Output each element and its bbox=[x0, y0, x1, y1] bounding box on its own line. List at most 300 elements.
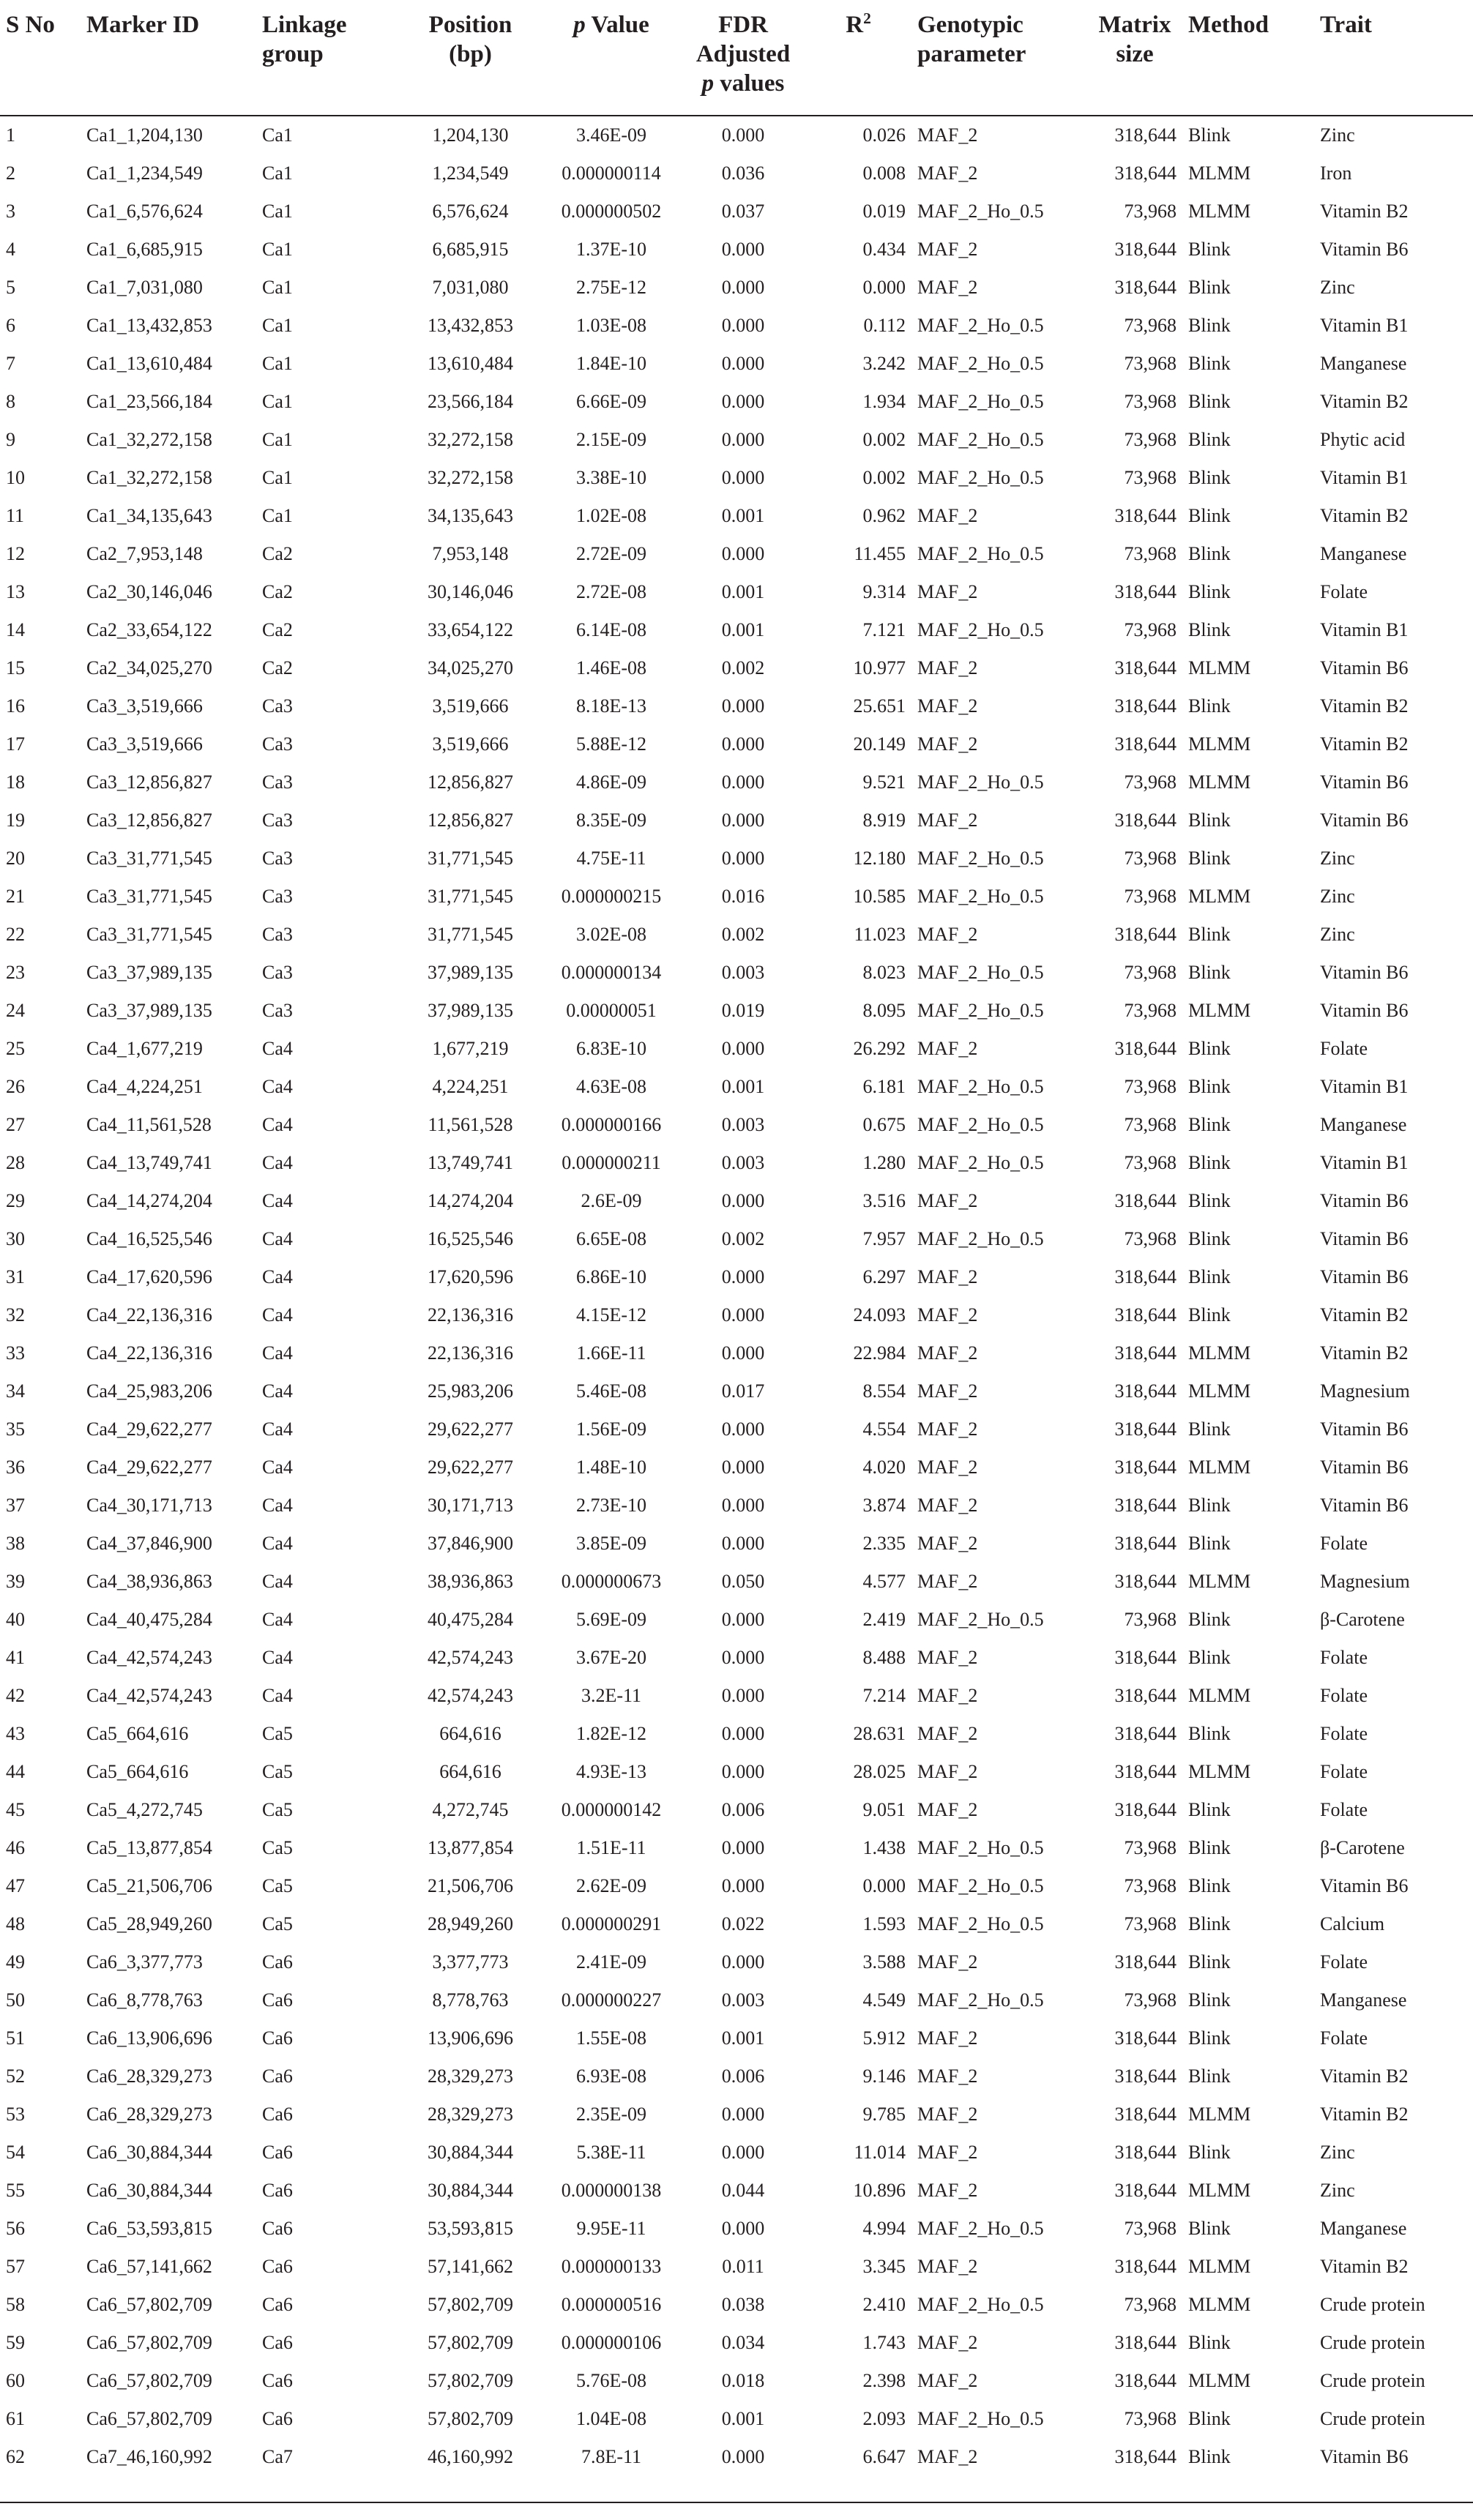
cell-marker-id: Ca6_30,884,344 bbox=[86, 2180, 212, 2201]
cell-fdr: 0.000 bbox=[721, 1723, 765, 1744]
cell-fdr: 0.000 bbox=[721, 733, 765, 755]
cell-sno: 2 bbox=[6, 162, 15, 184]
table-row bbox=[0, 840, 1473, 878]
cell-p-value: 1.82E-12 bbox=[575, 1723, 647, 1744]
header-matrix-line2: size bbox=[1116, 41, 1154, 67]
cell-p-value: 7.8E-11 bbox=[581, 2446, 642, 2467]
cell-genotypic-parameter: MAF_2 bbox=[917, 505, 978, 526]
cell-method: MLMM bbox=[1188, 2294, 1251, 2315]
cell-matrix-size: 318,644 bbox=[1114, 1571, 1176, 1592]
cell-r-squared: 4.554 bbox=[862, 1418, 906, 1440]
cell-matrix-size: 318,644 bbox=[1114, 2256, 1176, 2277]
cell-fdr: 0.018 bbox=[721, 2370, 765, 2391]
table-row bbox=[0, 2095, 1473, 2134]
cell-p-value: 4.93E-13 bbox=[575, 1761, 647, 1782]
cell-linkage-group: Ca6 bbox=[262, 2104, 293, 2125]
cell-matrix-size: 318,644 bbox=[1114, 657, 1176, 678]
table-row bbox=[0, 1487, 1473, 1525]
table-row bbox=[0, 992, 1473, 1030]
cell-p-value: 8.18E-13 bbox=[575, 695, 647, 717]
table-row bbox=[0, 649, 1473, 687]
cell-genotypic-parameter: MAF_2 bbox=[917, 1723, 978, 1744]
cell-trait: Zinc bbox=[1320, 124, 1355, 146]
cell-method: Blink bbox=[1188, 543, 1231, 564]
cell-r-squared: 22.984 bbox=[853, 1342, 906, 1364]
cell-fdr: 0.000 bbox=[721, 1609, 765, 1630]
cell-p-value: 9.95E-11 bbox=[576, 2218, 646, 2239]
table-row bbox=[0, 383, 1473, 421]
cell-trait: Zinc bbox=[1320, 886, 1355, 907]
cell-linkage-group: Ca6 bbox=[262, 2180, 293, 2201]
header-position-line2: (bp) bbox=[449, 41, 492, 67]
cell-method: MLMM bbox=[1188, 2370, 1251, 2391]
cell-sno: 28 bbox=[6, 1152, 25, 1173]
cell-marker-id: Ca7_46,160,992 bbox=[86, 2446, 212, 2467]
cell-p-value: 0.000000673 bbox=[561, 1571, 662, 1592]
cell-matrix-size: 318,644 bbox=[1114, 1647, 1176, 1668]
cell-fdr: 0.000 bbox=[721, 1761, 765, 1782]
cell-r-squared: 4.549 bbox=[862, 1989, 906, 2011]
cell-sno: 35 bbox=[6, 1418, 25, 1440]
cell-trait: Folate bbox=[1320, 581, 1368, 602]
cell-marker-id: Ca2_34,025,270 bbox=[86, 657, 212, 678]
cell-linkage-group: Ca1 bbox=[262, 353, 293, 374]
cell-method: Blink bbox=[1188, 619, 1231, 640]
cell-p-value: 0.000000215 bbox=[561, 886, 662, 907]
cell-sno: 29 bbox=[6, 1190, 25, 1211]
table-row bbox=[0, 2400, 1473, 2438]
cell-p-value: 6.93E-08 bbox=[575, 2065, 647, 2087]
cell-fdr: 0.002 bbox=[721, 657, 765, 678]
header-position-line1: Position bbox=[428, 12, 512, 38]
cell-trait: Manganese bbox=[1320, 543, 1407, 564]
cell-trait: Folate bbox=[1320, 1799, 1368, 1820]
table-row bbox=[0, 1525, 1473, 1563]
table-row bbox=[0, 2362, 1473, 2400]
cell-matrix-size: 318,644 bbox=[1114, 1266, 1176, 1287]
cell-p-value: 0.00000051 bbox=[566, 1000, 657, 1021]
table-row bbox=[0, 2134, 1473, 2172]
cell-fdr: 0.001 bbox=[721, 505, 765, 526]
cell-genotypic-parameter: MAF_2 bbox=[917, 1266, 978, 1287]
cell-position: 664,616 bbox=[439, 1723, 501, 1744]
cell-position: 17,620,596 bbox=[428, 1266, 513, 1287]
cell-trait: Vitamin B2 bbox=[1320, 505, 1409, 526]
cell-method: MLMM bbox=[1188, 886, 1251, 907]
cell-position: 57,141,662 bbox=[428, 2256, 513, 2277]
cell-sno: 10 bbox=[6, 467, 25, 488]
cell-genotypic-parameter: MAF_2 bbox=[917, 695, 978, 717]
header-trait bbox=[1314, 0, 1473, 116]
cell-sno: 42 bbox=[6, 1685, 25, 1706]
cell-trait: Vitamin B1 bbox=[1320, 467, 1409, 488]
cell-linkage-group: Ca1 bbox=[262, 201, 293, 222]
cell-trait: Vitamin B1 bbox=[1320, 1076, 1409, 1097]
cell-matrix-size: 318,644 bbox=[1114, 2142, 1176, 2163]
cell-marker-id: Ca6_30,884,344 bbox=[86, 2142, 212, 2163]
cell-r-squared: 7.957 bbox=[862, 1228, 906, 1249]
table-row bbox=[0, 763, 1473, 801]
cell-genotypic-parameter: MAF_2_Ho_0.5 bbox=[917, 1076, 1044, 1097]
cell-sno: 48 bbox=[6, 1913, 25, 1934]
cell-marker-id: Ca4_40,475,284 bbox=[86, 1609, 212, 1630]
cell-r-squared: 0.962 bbox=[862, 505, 906, 526]
cell-p-value: 1.84E-10 bbox=[575, 353, 647, 374]
cell-matrix-size: 318,644 bbox=[1114, 505, 1176, 526]
cell-sno: 4 bbox=[6, 239, 15, 260]
cell-genotypic-parameter: MAF_2 bbox=[917, 2446, 978, 2467]
cell-sno: 37 bbox=[6, 1495, 25, 1516]
cell-fdr: 0.002 bbox=[721, 924, 765, 945]
cell-matrix-size: 73,968 bbox=[1124, 619, 1176, 640]
cell-genotypic-parameter: MAF_2 bbox=[917, 2142, 978, 2163]
cell-genotypic-parameter: MAF_2 bbox=[917, 1380, 978, 1402]
cell-marker-id: Ca3_31,771,545 bbox=[86, 848, 212, 869]
table-row bbox=[0, 1182, 1473, 1220]
cell-fdr: 0.037 bbox=[721, 201, 765, 222]
cell-genotypic-parameter: MAF_2 bbox=[917, 162, 978, 184]
cell-trait: Vitamin B2 bbox=[1320, 2065, 1409, 2087]
cell-marker-id: Ca1_32,272,158 bbox=[86, 429, 212, 450]
cell-linkage-group: Ca2 bbox=[262, 657, 293, 678]
cell-sno: 3 bbox=[6, 201, 15, 222]
cell-linkage-group: Ca1 bbox=[262, 124, 293, 146]
cell-r-squared: 12.180 bbox=[853, 848, 906, 869]
cell-matrix-size: 73,968 bbox=[1124, 1609, 1176, 1630]
cell-sno: 11 bbox=[6, 505, 25, 526]
header-p-italic: p bbox=[573, 12, 586, 38]
cell-trait: Zinc bbox=[1320, 2180, 1355, 2201]
cell-matrix-size: 318,644 bbox=[1114, 124, 1176, 146]
cell-r-squared: 9.521 bbox=[862, 771, 906, 793]
cell-marker-id: Ca4_17,620,596 bbox=[86, 1266, 212, 1287]
cell-position: 6,685,915 bbox=[432, 239, 509, 260]
cell-p-value: 3.02E-08 bbox=[575, 924, 647, 945]
cell-method: Blink bbox=[1188, 1228, 1231, 1249]
cell-marker-id: Ca4_29,622,277 bbox=[86, 1457, 212, 1478]
cell-trait: β-Carotene bbox=[1320, 1609, 1405, 1630]
cell-trait: Vitamin B2 bbox=[1320, 1304, 1409, 1326]
cell-fdr: 0.000 bbox=[721, 1951, 765, 1973]
cell-method: MLMM bbox=[1188, 1380, 1251, 1402]
cell-sno: 20 bbox=[6, 848, 25, 869]
cell-trait: Manganese bbox=[1320, 2218, 1407, 2239]
cell-sno: 45 bbox=[6, 1799, 25, 1820]
cell-genotypic-parameter: MAF_2 bbox=[917, 1418, 978, 1440]
cell-method: Blink bbox=[1188, 2332, 1231, 2353]
header-linkage-line2: group bbox=[262, 41, 324, 67]
cell-matrix-size: 318,644 bbox=[1114, 2104, 1176, 2125]
cell-p-value: 5.76E-08 bbox=[575, 2370, 647, 2391]
cell-sno: 21 bbox=[6, 886, 25, 907]
cell-position: 28,329,273 bbox=[428, 2065, 513, 2087]
cell-matrix-size: 73,968 bbox=[1124, 543, 1176, 564]
cell-trait: Folate bbox=[1320, 1951, 1368, 1973]
cell-genotypic-parameter: MAF_2 bbox=[917, 1038, 978, 1059]
cell-matrix-size: 318,644 bbox=[1114, 1495, 1176, 1516]
cell-p-value: 3.2E-11 bbox=[581, 1685, 642, 1706]
cell-trait: Vitamin B6 bbox=[1320, 771, 1409, 793]
cell-p-value: 1.51E-11 bbox=[576, 1837, 646, 1858]
cell-genotypic-parameter: MAF_2 bbox=[917, 733, 978, 755]
cell-position: 22,136,316 bbox=[428, 1342, 513, 1364]
cell-fdr: 0.001 bbox=[721, 1076, 765, 1097]
table-row bbox=[0, 421, 1473, 459]
cell-p-value: 6.86E-10 bbox=[575, 1266, 647, 1287]
cell-linkage-group: Ca3 bbox=[262, 1000, 293, 1021]
cell-marker-id: Ca6_3,377,773 bbox=[86, 1951, 203, 1973]
cell-trait: Folate bbox=[1320, 2027, 1368, 2049]
cell-marker-id: Ca2_33,654,122 bbox=[86, 619, 212, 640]
cell-matrix-size: 73,968 bbox=[1124, 1152, 1176, 1173]
cell-genotypic-parameter: MAF_2_Ho_0.5 bbox=[917, 1152, 1044, 1173]
cell-method: Blink bbox=[1188, 1723, 1231, 1744]
cell-position: 6,576,624 bbox=[432, 201, 509, 222]
cell-trait: Folate bbox=[1320, 1038, 1368, 1059]
table-row bbox=[0, 2438, 1473, 2476]
cell-method: Blink bbox=[1188, 239, 1231, 260]
table-header bbox=[0, 0, 1473, 116]
cell-position: 40,475,284 bbox=[428, 1609, 513, 1630]
cell-position: 30,884,344 bbox=[428, 2180, 513, 2201]
cell-matrix-size: 73,968 bbox=[1124, 201, 1176, 222]
cell-position: 7,031,080 bbox=[432, 277, 509, 298]
cell-p-value: 0.000000291 bbox=[561, 1913, 662, 1934]
table-row bbox=[0, 1296, 1473, 1334]
table-row bbox=[0, 1905, 1473, 1943]
cell-genotypic-parameter: MAF_2 bbox=[917, 1799, 978, 1820]
cell-position: 30,171,713 bbox=[428, 1495, 513, 1516]
cell-r-squared: 8.023 bbox=[862, 962, 906, 983]
cell-p-value: 1.66E-11 bbox=[576, 1342, 646, 1364]
header-marker-id bbox=[81, 0, 256, 116]
cell-marker-id: Ca1_32,272,158 bbox=[86, 467, 212, 488]
cell-p-value: 5.46E-08 bbox=[575, 1380, 647, 1402]
cell-trait: Crude protein bbox=[1320, 2294, 1425, 2315]
cell-genotypic-parameter: MAF_2 bbox=[917, 2256, 978, 2277]
cell-fdr: 0.000 bbox=[721, 467, 765, 488]
cell-marker-id: Ca4_30,171,713 bbox=[86, 1495, 212, 1516]
cell-position: 1,677,219 bbox=[432, 1038, 509, 1059]
cell-fdr: 0.034 bbox=[721, 2332, 765, 2353]
cell-r-squared: 0.434 bbox=[862, 239, 906, 260]
cell-r-squared: 10.896 bbox=[853, 2180, 906, 2201]
cell-linkage-group: Ca3 bbox=[262, 771, 293, 793]
cell-fdr: 0.003 bbox=[721, 1114, 765, 1135]
cell-fdr: 0.000 bbox=[721, 1495, 765, 1516]
cell-linkage-group: Ca6 bbox=[262, 2065, 293, 2087]
cell-position: 4,272,745 bbox=[432, 1799, 509, 1820]
cell-method: Blink bbox=[1188, 1152, 1231, 1173]
cell-matrix-size: 318,644 bbox=[1114, 1723, 1176, 1744]
cell-position: 11,561,528 bbox=[428, 1114, 513, 1135]
cell-sno: 61 bbox=[6, 2408, 25, 2429]
cell-p-value: 6.65E-08 bbox=[575, 1228, 647, 1249]
cell-p-value: 6.83E-10 bbox=[575, 1038, 647, 1059]
table-row bbox=[0, 1220, 1473, 1258]
cell-method: Blink bbox=[1188, 1114, 1231, 1135]
table-row bbox=[0, 1639, 1473, 1677]
cell-r-squared: 9.146 bbox=[862, 2065, 906, 2087]
cell-fdr: 0.000 bbox=[721, 771, 765, 793]
cell-r-squared: 0.000 bbox=[862, 1875, 906, 1896]
cell-method: Blink bbox=[1188, 1951, 1231, 1973]
table-row bbox=[0, 1334, 1473, 1372]
cell-r-squared: 0.002 bbox=[862, 429, 906, 450]
cell-genotypic-parameter: MAF_2_Ho_0.5 bbox=[917, 619, 1044, 640]
cell-matrix-size: 73,968 bbox=[1124, 1837, 1176, 1858]
cell-method: MLMM bbox=[1188, 2180, 1251, 2201]
cell-r-squared: 4.994 bbox=[862, 2218, 906, 2239]
cell-sno: 51 bbox=[6, 2027, 25, 2049]
cell-sno: 57 bbox=[6, 2256, 25, 2277]
cell-linkage-group: Ca6 bbox=[262, 2027, 293, 2049]
cell-linkage-group: Ca1 bbox=[262, 429, 293, 450]
cell-matrix-size: 73,968 bbox=[1124, 1989, 1176, 2011]
cell-marker-id: Ca3_31,771,545 bbox=[86, 924, 212, 945]
cell-trait: Vitamin B6 bbox=[1320, 1875, 1409, 1896]
cell-linkage-group: Ca4 bbox=[262, 1685, 293, 1706]
cell-linkage-group: Ca5 bbox=[262, 1761, 293, 1782]
cell-marker-id: Ca6_53,593,815 bbox=[86, 2218, 212, 2239]
table-row bbox=[0, 878, 1473, 916]
cell-r-squared: 20.149 bbox=[853, 733, 906, 755]
cell-trait: Vitamin B6 bbox=[1320, 1418, 1409, 1440]
cell-linkage-group: Ca2 bbox=[262, 543, 293, 564]
cell-r-squared: 2.410 bbox=[862, 2294, 906, 2315]
cell-method: Blink bbox=[1188, 2142, 1231, 2163]
cell-method: MLMM bbox=[1188, 1761, 1251, 1782]
cell-method: MLMM bbox=[1188, 733, 1251, 755]
cell-linkage-group: Ca1 bbox=[262, 505, 293, 526]
cell-marker-id: Ca1_13,432,853 bbox=[86, 315, 212, 336]
cell-method: MLMM bbox=[1188, 657, 1251, 678]
cell-p-value: 2.41E-09 bbox=[575, 1951, 647, 1973]
cell-method: MLMM bbox=[1188, 771, 1251, 793]
cell-sno: 33 bbox=[6, 1342, 25, 1364]
cell-p-value: 0.000000133 bbox=[561, 2256, 662, 2277]
cell-marker-id: Ca1_6,685,915 bbox=[86, 239, 203, 260]
table-row bbox=[0, 307, 1473, 345]
cell-sno: 54 bbox=[6, 2142, 25, 2163]
cell-r-squared: 1.593 bbox=[862, 1913, 906, 1934]
cell-r-squared: 9.314 bbox=[862, 581, 906, 602]
cell-matrix-size: 318,644 bbox=[1114, 1533, 1176, 1554]
cell-matrix-size: 318,644 bbox=[1114, 2180, 1176, 2201]
cell-position: 37,989,135 bbox=[428, 962, 513, 983]
cell-genotypic-parameter: MAF_2 bbox=[917, 1342, 978, 1364]
cell-method: MLMM bbox=[1188, 1000, 1251, 1021]
cell-matrix-size: 73,968 bbox=[1124, 2408, 1176, 2429]
cell-fdr: 0.036 bbox=[721, 162, 765, 184]
cell-trait: Zinc bbox=[1320, 277, 1355, 298]
cell-fdr: 0.000 bbox=[721, 695, 765, 717]
cell-sno: 52 bbox=[6, 2065, 25, 2087]
cell-position: 16,525,546 bbox=[428, 1228, 513, 1249]
cell-trait: Vitamin B2 bbox=[1320, 201, 1409, 222]
cell-fdr: 0.003 bbox=[721, 1989, 765, 2011]
cell-marker-id: Ca4_25,983,206 bbox=[86, 1380, 212, 1402]
cell-matrix-size: 73,968 bbox=[1124, 353, 1176, 374]
cell-marker-id: Ca4_16,525,546 bbox=[86, 1228, 212, 1249]
cell-marker-id: Ca6_57,802,709 bbox=[86, 2332, 212, 2353]
cell-linkage-group: Ca6 bbox=[262, 2370, 293, 2391]
cell-linkage-group: Ca4 bbox=[262, 1533, 293, 1554]
cell-matrix-size: 318,644 bbox=[1114, 1342, 1176, 1364]
cell-position: 13,906,696 bbox=[428, 2027, 513, 2049]
cell-p-value: 0.000000138 bbox=[561, 2180, 662, 2201]
cell-method: MLMM bbox=[1188, 1342, 1251, 1364]
cell-position: 13,749,741 bbox=[428, 1152, 513, 1173]
cell-fdr: 0.000 bbox=[721, 429, 765, 450]
cell-position: 8,778,763 bbox=[432, 1989, 509, 2011]
cell-sno: 59 bbox=[6, 2332, 25, 2353]
cell-trait: Crude protein bbox=[1320, 2408, 1425, 2429]
cell-position: 34,135,643 bbox=[428, 505, 513, 526]
cell-fdr: 0.000 bbox=[721, 1457, 765, 1478]
cell-marker-id: Ca2_30,146,046 bbox=[86, 581, 212, 602]
cell-p-value: 1.04E-08 bbox=[575, 2408, 647, 2429]
cell-p-value: 5.88E-12 bbox=[575, 733, 647, 755]
cell-fdr: 0.011 bbox=[722, 2256, 764, 2277]
cell-method: Blink bbox=[1188, 1266, 1231, 1287]
cell-p-value: 3.38E-10 bbox=[575, 467, 647, 488]
cell-marker-id: Ca1_7,031,080 bbox=[86, 277, 203, 298]
cell-marker-id: Ca5_21,506,706 bbox=[86, 1875, 212, 1896]
cell-matrix-size: 73,968 bbox=[1124, 848, 1176, 869]
cell-trait: Vitamin B2 bbox=[1320, 2256, 1409, 2277]
cell-trait: Vitamin B1 bbox=[1320, 1152, 1409, 1173]
cell-sno: 1 bbox=[6, 124, 15, 146]
cell-sno: 47 bbox=[6, 1875, 25, 1896]
cell-position: 32,272,158 bbox=[428, 429, 513, 450]
cell-genotypic-parameter: MAF_2 bbox=[917, 1685, 978, 1706]
cell-trait: Vitamin B2 bbox=[1320, 695, 1409, 717]
cell-trait: Vitamin B2 bbox=[1320, 1342, 1409, 1364]
cell-fdr: 0.000 bbox=[721, 1266, 765, 1287]
cell-linkage-group: Ca2 bbox=[262, 581, 293, 602]
cell-r-squared: 1.280 bbox=[862, 1152, 906, 1173]
cell-linkage-group: Ca1 bbox=[262, 162, 293, 184]
cell-linkage-group: Ca5 bbox=[262, 1799, 293, 1820]
header-row bbox=[0, 0, 1473, 116]
cell-sno: 9 bbox=[6, 429, 15, 450]
cell-r-squared: 28.631 bbox=[853, 1723, 906, 1744]
table-row bbox=[0, 725, 1473, 763]
cell-position: 28,949,260 bbox=[428, 1913, 513, 1934]
cell-method: Blink bbox=[1188, 2065, 1231, 2087]
cell-method: Blink bbox=[1188, 695, 1231, 717]
cell-marker-id: Ca1_34,135,643 bbox=[86, 505, 212, 526]
header-fdr-p-italic: p bbox=[701, 70, 715, 97]
cell-trait: Vitamin B2 bbox=[1320, 391, 1409, 412]
cell-linkage-group: Ca6 bbox=[262, 2218, 293, 2239]
cell-trait: Vitamin B6 bbox=[1320, 657, 1409, 678]
cell-matrix-size: 318,644 bbox=[1114, 810, 1176, 831]
cell-method: Blink bbox=[1188, 1190, 1231, 1211]
cell-sno: 56 bbox=[6, 2218, 25, 2239]
cell-marker-id: Ca4_13,749,741 bbox=[86, 1152, 212, 1173]
cell-fdr: 0.006 bbox=[721, 1799, 765, 1820]
cell-trait: Vitamin B6 bbox=[1320, 2446, 1409, 2467]
cell-sno: 14 bbox=[6, 619, 25, 640]
cell-position: 13,877,854 bbox=[428, 1837, 513, 1858]
cell-method: Blink bbox=[1188, 1799, 1231, 1820]
cell-linkage-group: Ca3 bbox=[262, 924, 293, 945]
table-row bbox=[0, 231, 1473, 269]
cell-marker-id: Ca5_664,616 bbox=[86, 1723, 189, 1744]
cell-genotypic-parameter: MAF_2 bbox=[917, 1304, 978, 1326]
